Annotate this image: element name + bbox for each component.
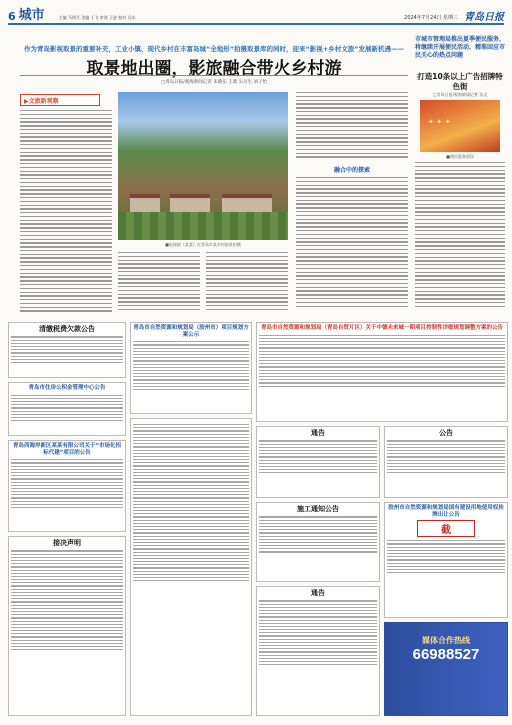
article-subhead: 作为青岛影视取景的重要补充，工业小镇、现代乡村在丰富岛城“全地形”拍摄取景库的同时，迎来“影视+乡村文旅”发展新机遇—— [23, 45, 405, 53]
notice-public [384, 426, 508, 498]
sidebar-title: 市城市管理局推出夏季便民服务，将继续开展便民活动、精准回应市民关心的热点问题 [415, 36, 506, 60]
divider [20, 75, 408, 76]
column-tag: ▶文旅新观察 [20, 94, 100, 106]
notice-misc-title: 接决声明 [53, 539, 81, 547]
editors-line: 主编 马明月 美编 于飞 审读 王进 校对 吴东 [58, 15, 136, 20]
media-cooperation-ad [384, 622, 508, 716]
article-byline: □青岛日报/观海新闻记者 朱晓东 王鼎 实习生 刘子怡 [161, 80, 267, 85]
notice-company [8, 440, 126, 532]
notice-planning-main-title: 青岛市自然资源和规划局（青岛自贸片区）关于中德未来城一期项目控制性详细规划调整方案的公告 [260, 325, 503, 331]
notices-section [8, 322, 508, 722]
stamp-mark: 截 [417, 520, 475, 537]
notice-housing-fund-title: 青岛市住房公积金管理中心公告 [28, 385, 106, 391]
page-number: 6 [8, 10, 16, 23]
notice-company-title: 青岛西海岸新区某某有限公司关于“市场化招标代建”项目的公告 [12, 443, 122, 456]
article-headline: 取景地出圈，影旅融合带火乡村游 [86, 59, 342, 79]
masthead-logo: 青岛日报 [464, 12, 504, 23]
sidebar-photo: ✦ ✦ ✦ [420, 100, 500, 152]
notice-planning-1-title: 青岛市自然资源和规划局（胶州市）项目规划方案公示 [133, 325, 249, 338]
section-subhead: 融合中的探索 [333, 167, 370, 174]
article-column-4 [296, 92, 408, 316]
notice-tax [8, 322, 126, 378]
article-column-2 [118, 252, 200, 316]
article-column-1 [20, 110, 112, 315]
village-photo [118, 92, 288, 240]
notice-tax-title: 清缴税费欠款公告 [39, 325, 95, 333]
notice-column-2 [130, 418, 252, 716]
sidebar-photo-caption: ■便民服务现场 [446, 154, 474, 159]
notice-misc [8, 536, 126, 716]
notice-planning-1 [130, 322, 252, 414]
notice-announce-2-title: 通告 [311, 589, 325, 597]
notice-construction [256, 502, 380, 582]
notice-announce-1-title: 通告 [311, 429, 325, 437]
sidebar-headline: 打造10条以上广告招牌特色街 [417, 72, 503, 91]
issue-date: 2024年7月24日 星期三 [404, 15, 458, 21]
media-ad-title: 媒体合作热线 [422, 636, 470, 645]
photo-caption: ■电视剧《某某》在青岛市某乡村取景拍摄 [165, 242, 241, 247]
notice-announce-2 [256, 586, 380, 716]
article-column-3 [206, 252, 288, 316]
notice-construction-title: 施工通知公告 [297, 505, 339, 513]
notice-housing-fund [8, 382, 126, 436]
notice-land-auction [384, 502, 508, 618]
section-title: 城市 [18, 8, 45, 23]
sidebar-byline: □青岛日报/观海新闻记者 张文 [432, 92, 488, 97]
media-ad-phone: 66988527 [412, 646, 480, 663]
notice-planning-main [256, 322, 508, 422]
notice-announce-1 [256, 426, 380, 498]
sidebar-text [415, 162, 505, 316]
page-header [8, 3, 504, 25]
notice-public-title: 公告 [439, 429, 453, 437]
notice-land-auction-title: 胶州市自然资源和规划局国有建设用地使用权挂牌出让公告 [388, 505, 504, 518]
